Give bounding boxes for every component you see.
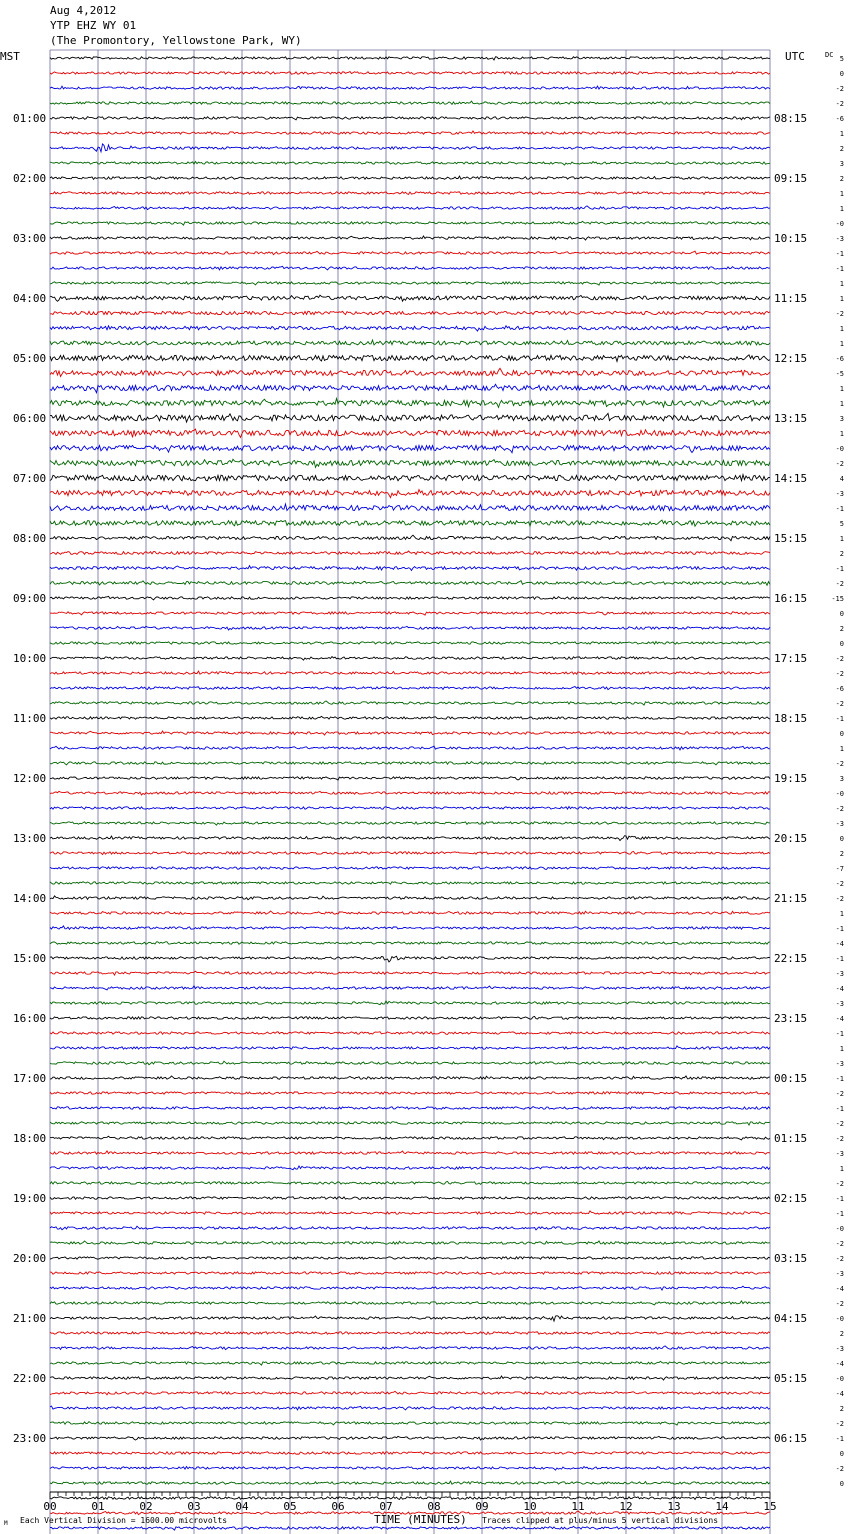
right-hour-label: 06:15 [774,1432,808,1445]
dc-offset-value: 3 [839,415,844,423]
dc-offset-value: 1 [839,205,844,213]
trace-row [50,911,770,914]
trace-row [50,355,770,362]
x-tick-label: 15 [763,1500,777,1513]
trace-row [50,1166,770,1170]
right-hour-label: 01:15 [774,1132,808,1145]
dc-offset-value: -1 [835,1435,844,1443]
dc-offset-value: -2 [835,1180,844,1188]
trace-row [50,1346,770,1350]
trace-row [50,57,770,60]
trace-row [50,176,770,179]
x-tick-label: 10 [523,1500,537,1513]
trace-row [50,1391,770,1395]
left-hour-label: 01:00 [13,112,47,125]
trace-row [50,117,770,120]
left-hour-label: 09:00 [13,592,47,605]
trace-row [50,1422,770,1426]
x-tick-label: 03 [187,1500,201,1513]
dc-offset-value: -2 [835,1465,844,1473]
dc-offset-value: -3 [835,1345,844,1353]
trace-row [50,1467,770,1471]
right-hour-label: 00:15 [774,1072,808,1085]
x-tick-label: 13 [667,1500,681,1513]
dc-offset-value: 2 [839,175,844,183]
trace-row [50,1151,770,1154]
trace-row [50,445,770,452]
dc-offset-value: 1 [839,340,844,348]
dc-offset-value: -2 [835,655,844,663]
dc-offset-value: -3 [835,820,844,828]
dc-offset-value: 1 [839,745,844,753]
dc-offset-value: 0 [839,70,844,78]
trace-row [50,942,770,945]
trace-row [50,144,770,152]
dc-offset-value: -3 [835,1060,844,1068]
plot-date: Aug 4,2012 [50,4,117,17]
trace-row [50,162,770,166]
dc-offset-value: -0 [835,220,844,228]
left-hour-label: 12:00 [13,772,47,785]
trace-row [50,1076,770,1080]
dc-offset-value: 1 [839,325,844,333]
station-location: (The Promontory, Yellowstone Park, WY) [50,34,302,47]
dc-offset-value: 5 [839,55,844,63]
dc-offset-value: 1 [839,190,844,198]
station-code: YTP EHZ WY 01 [50,19,137,32]
dc-offset-value: -1 [835,955,844,963]
trace-row [50,1107,770,1110]
dc-offset-value: -2 [835,1135,844,1143]
right-hour-label: 19:15 [774,772,808,785]
trace-row [50,236,770,240]
dc-offset-value: 0 [839,835,844,843]
trace-row [50,926,770,930]
dc-offset-value: 4 [839,475,844,483]
trace-row [50,282,770,285]
x-tick-label: 02 [139,1500,153,1513]
dc-offset-value: 1 [839,535,844,543]
dc-offset-value: -15 [831,595,844,603]
dc-offset-value: -4 [835,1390,844,1398]
dc-offset-value: 1 [839,400,844,408]
trace-row [50,612,770,615]
left-hour-label: 18:00 [13,1132,47,1145]
trace-row [50,1046,770,1050]
trace-row [50,535,770,541]
dc-offset-value: -3 [835,1270,844,1278]
division-note: Each Vertical Division = 1600.00 microvolts [20,1516,228,1525]
trace-row [50,340,770,345]
trace-row [50,971,770,975]
trace-row [50,822,770,826]
trace-row [50,459,770,467]
left-hour-label: 23:00 [13,1432,47,1445]
trace-row [50,1032,770,1035]
dc-offset-value: -6 [835,355,844,363]
dc-offset-value: 1 [839,385,844,393]
dc-offset-value: -0 [835,1375,844,1383]
trace-row [50,475,770,481]
dc-offset-value: -2 [835,580,844,588]
trace-row [50,504,770,511]
left-hour-label: 15:00 [13,952,47,965]
left-hour-label: 07:00 [13,472,47,485]
dc-offset-value: -1 [835,1030,844,1038]
trace-row [50,687,770,690]
scale-marker: M [4,1520,8,1527]
right-hour-label: 12:15 [774,352,808,365]
trace-row [50,326,770,331]
trace-row [50,1122,770,1125]
dc-offset-value: 2 [839,1330,844,1338]
dc-offset-value: -4 [835,985,844,993]
trace-row [50,101,770,104]
dc-offset-value: -2 [835,1240,844,1248]
trace-row [50,86,770,89]
trace-row [50,311,770,314]
dc-offset-value: -3 [835,490,844,498]
right-hour-label: 02:15 [774,1192,808,1205]
left-hour-label: 03:00 [13,232,47,245]
dc-offset-value: -6 [835,685,844,693]
dc-offset-value: 0 [839,1480,844,1488]
dc-offset-value: -6 [835,115,844,123]
right-hour-label: 03:15 [774,1252,808,1265]
trace-row [50,251,770,255]
dc-offset-value: 0 [839,730,844,738]
right-hour-label: 09:15 [774,172,808,185]
dc-offset-value: 1 [839,130,844,138]
trace-row [50,1436,770,1440]
clip-note: Traces clipped at plus/minus 5 vertical divisions [482,1516,719,1525]
trace-row [50,1092,770,1095]
seismic-traces [50,57,770,1534]
dc-offset-value: 1 [839,280,844,288]
left-hour-label: 04:00 [13,292,47,305]
dc-offset-value: -5 [835,370,844,378]
trace-row [50,1316,770,1321]
dc-offset-value: -1 [835,1195,844,1203]
x-tick-label: 04 [235,1500,249,1513]
trace-row [50,657,770,661]
dc-offset-value: 1 [839,1165,844,1173]
dc-offset-value: -2 [835,1255,844,1263]
left-hour-label: 13:00 [13,832,47,845]
trace-row [50,986,770,990]
dc-offset-value: -1 [835,1075,844,1083]
trace-row [50,1016,770,1019]
left-timezone-label: MST [0,50,20,63]
trace-row [50,131,770,134]
trace-row [50,413,770,422]
dc-offset-value: -1 [835,715,844,723]
right-hour-label: 08:15 [774,112,808,125]
x-tick-label: 07 [379,1500,393,1513]
left-hour-label: 21:00 [13,1312,47,1325]
right-hour-label: 18:15 [774,712,808,725]
right-hour-label: 22:15 [774,952,808,965]
dc-offset-value: -3 [835,235,844,243]
trace-row [50,1061,770,1065]
trace-row [50,777,770,781]
x-tick-label: 12 [619,1500,633,1513]
dc-offset-value: -2 [835,1300,844,1308]
trace-row [50,867,770,870]
trace-row [50,581,770,586]
x-axis [43,1492,776,1513]
dc-offset-value: -2 [835,1120,844,1128]
left-hour-label: 08:00 [13,532,47,545]
trace-row [50,716,770,719]
dc-offset-value: 0 [839,1450,844,1458]
trace-row [50,429,770,437]
trace-row [50,1181,770,1184]
trace-row [50,1452,770,1454]
trace-row [50,72,770,75]
right-hour-label: 16:15 [774,592,808,605]
dc-offset-value: 0 [839,640,844,648]
dc-offset-value: -4 [835,940,844,948]
trace-row [50,1226,770,1230]
dc-offset-value: 1 [839,910,844,918]
dc-offset-value: -1 [835,265,844,273]
right-hour-label: 14:15 [774,472,808,485]
dc-offset-value: -2 [835,85,844,93]
trace-row [50,807,770,810]
trace-row [50,1481,770,1484]
x-tick-label: 11 [571,1500,585,1513]
x-tick-label: 01 [91,1500,105,1513]
dc-offset-value: -2 [835,880,844,888]
right-hour-label: 13:15 [774,412,808,425]
trace-row [50,1406,770,1410]
trace-row [50,490,770,498]
dc-offset-value: -2 [835,310,844,318]
dc-offset-labels [831,55,844,1488]
dc-offset-value: -7 [835,865,844,873]
trace-row [50,520,770,526]
dc-offset-value: -2 [835,460,844,468]
trace-row [50,368,770,376]
x-tick-label: 00 [43,1500,57,1513]
dc-offset-value: -0 [835,1225,844,1233]
right-timezone-label: UTC [785,50,805,63]
trace-row [50,221,770,225]
dc-offset-value: 2 [839,1405,844,1413]
right-hour-label: 11:15 [774,292,808,305]
dc-offset-value: 2 [839,550,844,558]
dc-offset-value: -1 [835,925,844,933]
right-hour-label: 20:15 [774,832,808,845]
x-tick-label: 14 [715,1500,729,1513]
trace-row [50,1361,770,1365]
dc-offset-value: -0 [835,1315,844,1323]
right-hour-label: 21:15 [774,892,808,905]
trace-row [50,762,770,765]
left-hour-label: 05:00 [13,352,47,365]
dc-offset-value: -2 [835,760,844,768]
left-hour-label: 14:00 [13,892,47,905]
trace-row [50,701,770,705]
dc-offset-value: -2 [835,805,844,813]
trace-row [50,731,770,735]
x-tick-label: 08 [427,1500,441,1513]
dc-offset-value: -1 [835,1105,844,1113]
dc-offset-value: -2 [835,670,844,678]
trace-row [50,882,770,884]
left-hour-label: 06:00 [13,412,47,425]
trace-row [50,851,770,854]
dc-offset-value: -4 [835,1285,844,1293]
dc-offset-value: -0 [835,790,844,798]
trace-row [50,1497,770,1500]
trace-row [50,896,770,900]
trace-row [50,295,770,301]
x-tick-label: 09 [475,1500,489,1513]
dc-offset-value: 1 [839,295,844,303]
dc-offset-value: -1 [835,505,844,513]
left-hour-label: 16:00 [13,1012,47,1025]
dc-offset-value: 1 [839,430,844,438]
dc-offset-value: -2 [835,895,844,903]
dc-offset-value: -4 [835,1015,844,1023]
dc-offset-value: 3 [839,160,844,168]
trace-row [50,1257,770,1260]
trace-row [50,791,770,795]
right-hour-label: 15:15 [774,532,808,545]
trace-row [50,836,770,841]
trace-row [50,956,770,962]
dc-offset-value: -2 [835,1420,844,1428]
left-hour-label: 22:00 [13,1372,47,1385]
dc-offset-value: 2 [839,850,844,858]
dc-offset-value: -0 [835,445,844,453]
dc-offset-value: 2 [839,625,844,633]
trace-row [50,1136,770,1140]
left-hour-label: 10:00 [13,652,47,665]
right-hour-label: 04:15 [774,1312,808,1325]
trace-row [50,671,770,674]
trace-row [50,626,770,630]
trace-row [50,384,770,392]
trace-row [50,1286,770,1290]
trace-row [50,206,770,210]
left-hour-label: 02:00 [13,172,47,185]
left-hour-label: 11:00 [13,712,47,725]
dc-offset-value: 5 [839,520,844,528]
right-hour-label: 10:15 [774,232,808,245]
x-axis-title: TIME (MINUTES) [374,1513,467,1526]
dc-offset-value: -3 [835,1150,844,1158]
trace-row [50,551,770,554]
right-hour-label: 23:15 [774,1012,808,1025]
dc-offset-value: -4 [835,1360,844,1368]
trace-row [50,1241,770,1245]
trace-row [50,1272,770,1275]
trace-row [50,746,770,750]
dc-offset-value: 0 [839,610,844,618]
dc-offset-value: -2 [835,700,844,708]
trace-row [50,192,770,195]
left-hour-label: 20:00 [13,1252,47,1265]
trace-row [50,1211,770,1215]
left-hour-label: 19:00 [13,1192,47,1205]
dc-offset-value: 3 [839,775,844,783]
trace-row [50,1526,770,1530]
dc-offset-value: -1 [835,250,844,258]
trace-row [50,1197,770,1200]
left-hour-label: 17:00 [13,1072,47,1085]
dc-offset-value: -2 [835,1090,844,1098]
dc-offset-value: -3 [835,1000,844,1008]
trace-row [50,399,770,408]
dc-offset-value: 2 [839,145,844,153]
dc-header-label: DC [825,51,834,59]
right-hour-label: 05:15 [774,1372,808,1385]
x-tick-label: 05 [283,1500,297,1513]
trace-row [50,642,770,645]
trace-row [50,266,770,270]
x-tick-label: 06 [331,1500,345,1513]
right-hour-label: 17:15 [774,652,808,665]
trace-row [50,1001,770,1005]
dc-offset-value: -1 [835,1210,844,1218]
trace-row [50,1301,770,1305]
trace-row [50,566,770,571]
dc-offset-value: -3 [835,970,844,978]
trace-row [50,1376,770,1380]
dc-offset-value: -1 [835,565,844,573]
dc-offset-value: 1 [839,1045,844,1053]
trace-row [50,596,770,600]
trace-row [50,1332,770,1335]
dc-offset-value: -2 [835,100,844,108]
